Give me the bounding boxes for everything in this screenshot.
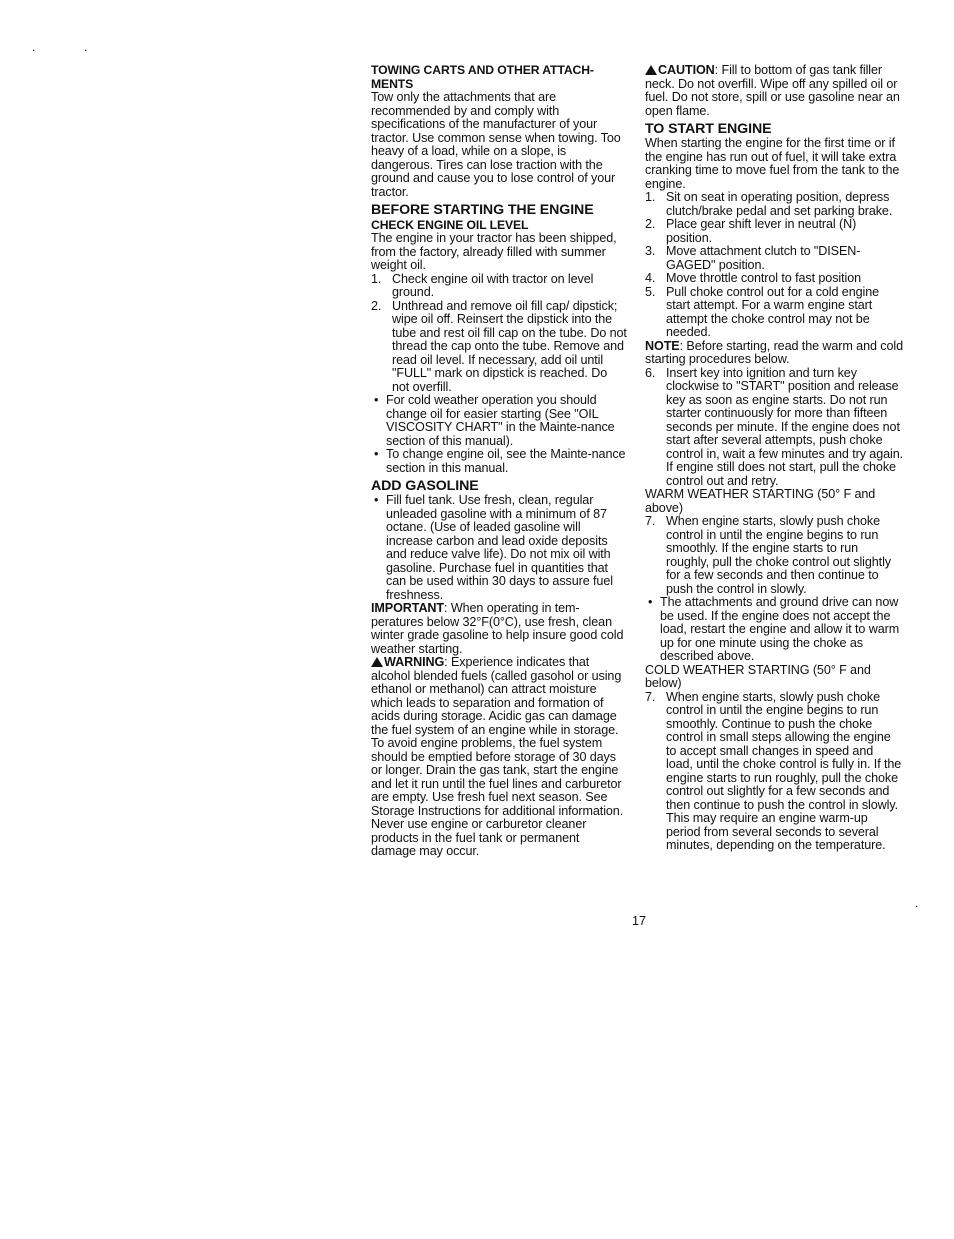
step-number: 5. xyxy=(645,284,656,299)
bullet-text: For cold weather operation you should change oil for easier starting (See "OIL VISCOSITY CHART" in the Mainte-nance section of this manual). xyxy=(386,393,615,448)
list-item xyxy=(645,691,903,853)
warning-paragraph xyxy=(371,656,627,859)
bullet-text: Fill fuel tank. Use fresh, clean, regular unleaded gasoline with a minimum of 87 octane. (Use of leaded gasoline will increase carbon and lead oxide deposits and reduce valve life). Do not mix oil with gasoline. Purchase fuel in quantities that can be used within 30 days to assure fuel freshness. xyxy=(386,493,613,602)
gas-bullets-list xyxy=(371,494,627,602)
warning-label: WARNING xyxy=(384,655,445,669)
list-item xyxy=(371,300,627,395)
before-starting-heading: BEFORE STARTING THE ENGINE xyxy=(371,202,594,218)
step-text: Move throttle control to fast position xyxy=(666,271,862,285)
check-oil-heading: CHECK ENGINE OIL LEVEL xyxy=(371,218,529,232)
step-text: Sit on seat in operating position, depress clutch/brake pedal and set parking brake. xyxy=(666,190,893,218)
list-item xyxy=(645,596,903,664)
oil-bullets-list xyxy=(371,394,627,475)
step-text: When engine starts, slowly push choke control in until the engine begins to run smoothly. Continue to push the choke control in small steps allowing the engine to accept small changes in speed and load, until the choke control is fully in. If the engine starts to run roughly, pull the choke control out slightly for a few seconds and then continue to push the control in slowly. This may require an engine warm-up period from several seconds to several minutes, depending on the temperature. xyxy=(666,689,902,852)
step-text: Pull choke control out for a cold engine start attempt. For a warm engine start attempt the choke control may not be needed. xyxy=(666,284,880,339)
list-item xyxy=(645,191,903,218)
warning-triangle-icon xyxy=(371,657,383,667)
scan-mark: . xyxy=(84,40,88,54)
important-label: IMPORTANT xyxy=(371,601,445,615)
step-text: Insert key into ignition and turn key clockwise to "START" position and release key as soon as engine starts. Do not run starter continuously for more than fifteen seconds per minute. If the engine does not start after several attempts, push choke control in, wait a few minutes and try again. If engine still does not start, pull the choke control out and retry. xyxy=(666,365,904,488)
step-text: Place gear shift lever in neutral (N) position. xyxy=(666,217,857,245)
list-item xyxy=(645,286,903,340)
warning-text: : Experience indicates that alcohol blended fuels (called gasohol or using ethanol or methanol) can attract moisture which leads to separation and formation of acids during storage. Acidic gas can damage the fuel system of an engine while in storage. To avoid engine problems, the fuel system should be emptied before storage of 30 days or longer. Drain the gas tank, start the engine and let it run until the fuel lines and carburetor are empty. Use fresh fuel next season. See Storage Instructions for additional information. Never use engine or carburetor cleaner products in the fuel tank or permanent damage may occur. xyxy=(371,655,624,858)
step-text: Check engine oil with tractor on level ground. xyxy=(392,271,594,299)
scan-mark: . xyxy=(915,896,919,910)
scan-mark: . xyxy=(32,40,36,54)
cold-weather-heading: COLD WEATHER STARTING (50° F and below) xyxy=(645,662,871,690)
step-number: 3. xyxy=(645,244,656,258)
warm-steps-list xyxy=(645,515,903,596)
step-number: 2. xyxy=(371,298,382,313)
add-gasoline-heading: ADD GASOLINE xyxy=(371,478,479,494)
start-steps-list xyxy=(645,191,903,340)
bullet-icon: • xyxy=(374,447,379,461)
list-item xyxy=(645,515,903,596)
caution-paragraph xyxy=(645,64,903,118)
list-item xyxy=(371,273,627,300)
list-item xyxy=(371,448,627,475)
right-column xyxy=(645,64,903,853)
important-paragraph xyxy=(371,602,627,656)
list-item xyxy=(645,218,903,245)
step-number: 7. xyxy=(645,689,656,704)
list-item xyxy=(371,394,627,448)
bullet-icon: • xyxy=(374,393,379,407)
list-item xyxy=(645,367,903,489)
note-paragraph xyxy=(645,340,903,367)
cold-steps-list xyxy=(645,691,903,853)
list-item xyxy=(645,272,903,286)
note-text: : Before starting, read the warm and cold starting procedures below. xyxy=(645,338,903,366)
list-item xyxy=(371,494,627,602)
list-item xyxy=(645,245,903,272)
check-oil-paragraph: The engine in your tractor has been shipped, from the factory, already filled with summer weight oil. xyxy=(371,231,617,272)
step-number: 4. xyxy=(645,271,656,285)
step-number: 1. xyxy=(645,190,656,204)
warm-weather-heading: WARM WEATHER STARTING (50° F and above) xyxy=(645,487,876,515)
important-text: : When operating in tem-peratures below 32°F(0°C), use fresh, clean winter grade gasoline to help insure good cold weather starting. xyxy=(371,601,624,656)
oil-steps-list xyxy=(371,273,627,395)
step-number: 2. xyxy=(645,217,656,231)
bullet-text: To change engine oil, see the Mainte-nance section in this manual. xyxy=(386,447,626,475)
step-number: 6. xyxy=(645,365,656,380)
step-text: When engine starts, slowly push choke control in until the engine begins to run smoothly. If the engine starts to run roughly, pull the choke control out slightly for a few seconds and then continue to push the control in slowly. xyxy=(666,514,891,596)
step-number: 7. xyxy=(645,514,656,528)
step-number: 1. xyxy=(371,271,382,286)
step-six-list xyxy=(645,367,903,489)
caution-text: : Fill to bottom of gas tank filler neck. Do not overfill. Wipe off any spilled oil or fuel. Do not store, spill or use gasoline near an open flame. xyxy=(645,63,900,118)
bullet-text: The attachments and ground drive can now be used. If the engine does not accept the load, restart the engine and allow it to warm up for one minute using the choke as described above. xyxy=(660,595,900,663)
caution-triangle-icon xyxy=(645,65,657,75)
warm-bullets-list xyxy=(645,596,903,664)
bullet-icon: • xyxy=(648,595,653,609)
step-text: Unthread and remove oil fill cap/ dipstick; wipe oil off. Reinsert the dipstick into the tube and rest oil fill cap on the tube. Do not thread the cap onto the tube. Remove and read oil level. If necessary, add oil until "FULL" mark on dipstick is reached. Do not overfill. xyxy=(392,298,627,394)
bullet-icon: • xyxy=(374,493,379,507)
page-number: 17 xyxy=(632,914,647,928)
caution-label: CAUTION xyxy=(658,63,715,77)
step-text: Move attachment clutch to "DISEN-GAGED" position. xyxy=(666,244,861,272)
left-column xyxy=(371,64,627,859)
note-label: NOTE xyxy=(645,338,680,353)
towing-heading: TOWING CARTS AND OTHER ATTACH-MENTS xyxy=(371,63,594,91)
towing-paragraph: Tow only the attachments that are recommended by and comply with specifications of the manufacturer of your tractor. Use common sense when towing. Too heavy of a load, while on a slope, is dangerous. Tires can lose traction with the ground and cause you to lose control of your tractor. xyxy=(371,90,621,199)
start-engine-paragraph: When starting the engine for the first time or if the engine has run out of fuel, it will take extra cranking time to move fuel from the tank to the engine. xyxy=(645,136,900,191)
start-engine-heading: TO START ENGINE xyxy=(645,121,772,137)
